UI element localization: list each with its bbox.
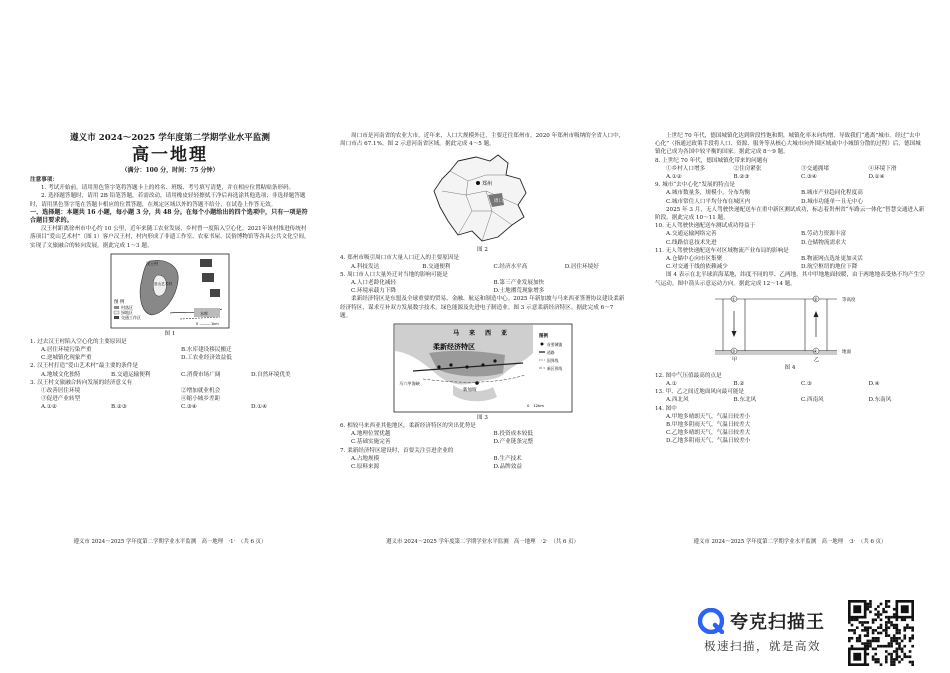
q6-option-a: A.地理位置优越 xyxy=(351,431,391,438)
figure-3-map xyxy=(393,323,573,413)
fig3-legend-4: 新区界线 xyxy=(546,366,562,372)
q3-statement-1: ①改善居住环境 xyxy=(41,388,81,395)
q8-statements xyxy=(655,165,925,181)
passage-4: 上世纪 70 年代，德国城镇化达到阶段性饱和期，城镇化率未向均增，导致我们“逃离”城市。经过“去中心化”（指通过政策手段将人口、资源、服务等从核心大城市向外围区域或中小城镇分散的过程）后，德国城镇化已成为各国中较平衡的国家。据此完成 8～9 题。 xyxy=(655,133,921,156)
q2-option-d: D.自然环境优美 xyxy=(251,371,291,378)
q8-option-d: D.①④ xyxy=(868,174,885,181)
q10-stem: 10. 无人驾驶快递配送车测试成功得益于 xyxy=(655,223,756,230)
q14-option-c: C.乙地多晴朗天气，气温日较差大 xyxy=(666,430,751,437)
figure-1-map xyxy=(110,253,230,329)
fig4-label-jia: 甲 xyxy=(732,356,738,363)
fig3-label-strait: 马六甲海峡 xyxy=(398,381,420,387)
fig4-label-1: ① xyxy=(731,297,736,303)
q11-option-b: B.物流网点选址更加灵活 xyxy=(801,256,863,263)
q8-statement-4: ④环境下滑 xyxy=(868,165,897,172)
fig3-legend-3: 国界线 xyxy=(546,358,558,364)
q14-stem: 14. 图中 xyxy=(655,405,677,412)
score-time: （满分：100 分，时间：75 分钟） xyxy=(121,167,219,174)
q8-option-b: B.②③ xyxy=(733,174,750,181)
q7-option-b: B.生产技术 xyxy=(493,455,522,462)
section-1-title: 一、选择题：本题共 16 小题，每小题 3 分，共 48 分。在每个小题给出的四个选项中，只有一项是符合题目要求的。 xyxy=(30,208,308,225)
q2-option-b: B.交通运输便利 xyxy=(111,371,151,378)
q14-option-b: B.甲地多阴雨天气，气温日较差大 xyxy=(666,422,751,429)
figure-4-diagram xyxy=(705,291,875,363)
q4-option-d: D.居住环境好 xyxy=(564,263,599,270)
fig3-title: 柔新经济特区 xyxy=(432,343,475,352)
q7-options xyxy=(340,455,625,471)
q8-option-a: A.①② xyxy=(666,174,682,181)
q8-stem: 8. 上世纪 70 年代，德国城镇化带来的问题有 xyxy=(655,157,768,164)
q1-stem: 1. 过去汉王村陷入空心化的主要原因是 xyxy=(30,338,127,345)
fig1-label-art-village: 爱山艺术村 xyxy=(154,281,172,286)
passage-2: 周口市是河南省的农业大市，近年来，人口大规模外迁，主要迁往郑州市。2020 年郑州市吸纳的全省人口中，周口市占 67.1%。图 2 示意河南省区域。据此完成 4～5 题。 xyxy=(340,133,625,148)
figure-2-caption: 图 2 xyxy=(477,247,488,254)
q5-option-a: A.人口老龄化减轻 xyxy=(351,280,396,287)
q8-statement-1: ①乡村人口增多 xyxy=(666,165,706,172)
q13-options xyxy=(655,396,925,404)
q11-option-a: A.仓储中心向市区集聚 xyxy=(666,256,723,263)
passage-6: 图 4 表示在北半球滨海某地，纬度不同的甲、乙两地，其中甲地地面较暖，由于两地地表受热不均产生空气运动。图中箭头示意运动方向。据此完成 12～14 题。 xyxy=(655,272,925,287)
fig4-label-ground: 地面 xyxy=(842,349,851,355)
q4-stem: 4. 郑州市吸引周口市大量人口迁入的主要原因是 xyxy=(340,255,459,262)
q2-option-a: A.地域文化独特 xyxy=(41,371,81,378)
figure-1-caption: 图 1 xyxy=(164,330,176,337)
fig4-label-2: ② xyxy=(813,297,818,303)
fig1-legend-title: 图 例 xyxy=(114,299,125,305)
q10-option-d: D.仓储物流需求大 xyxy=(801,239,847,246)
q10-option-b: B.劳动力资源丰富 xyxy=(801,231,847,238)
note-1: 1. 考试开始前，请用黑色签字笔将答题卡上的姓名、班级、考号填写清楚，并在相应位置粘贴条形码。 xyxy=(41,185,295,192)
q12-options xyxy=(655,380,925,388)
q3-statement-4: ④缩小城乡差距 xyxy=(181,396,221,403)
q10-option-a: A.交通运输网络完善 xyxy=(666,231,717,238)
q13-option-b: B.东北风 xyxy=(733,397,757,404)
scanner-logo-icon xyxy=(698,608,724,634)
fig1-legend-1: 村落区 xyxy=(121,304,133,310)
fig3-scale: 0 12km xyxy=(526,403,544,409)
fig1-legend-3: 交通工作区 xyxy=(121,314,141,320)
fig3-legend-1: 首要城镇 xyxy=(546,342,562,348)
q11-option-d: D.航空枢纽的地位下降 xyxy=(801,264,858,271)
q6-option-d: D.产业链条完整 xyxy=(493,439,534,446)
passage-1: 汉王村距离徐州市中心约 10 公里，近年来随工农业发展，乡村曾一度陷入空心化。2021年该村推进传统村落项目“爱山艺术村”（图 1）客户汉王村，村内形成了非遗工作室、农家书屋、民俗博物馆等各具公共文化空间，实现了文旅融合的转向发展。据此完成 1～3 题。 xyxy=(30,226,310,249)
q4-options xyxy=(340,263,625,271)
fig3-legend-title: 图例 xyxy=(538,334,548,340)
q12-option-a: A.① xyxy=(666,381,677,388)
q9-option-d: D.城市功能单一且无中心 xyxy=(801,198,864,205)
page-2 xyxy=(340,128,625,548)
fig1-label-village: 汉王村 xyxy=(146,260,158,266)
q3-statement-2: ②增加就业机会 xyxy=(181,388,221,395)
q3-options xyxy=(30,403,310,411)
fig3-label-xi: 西 xyxy=(484,330,491,338)
fig3-label-lai: 来 xyxy=(468,330,475,338)
q13-option-d: D.东南风 xyxy=(868,397,892,404)
q14-options xyxy=(655,413,925,446)
notes-title: 注意事项： xyxy=(30,177,58,183)
q9-options xyxy=(655,189,925,205)
q7-option-a: A.占地规模 xyxy=(351,455,380,462)
q5-stem: 5. 周口市人口大量外迁对当地的影响可能是 xyxy=(340,271,448,278)
fig4-label-3: ③ xyxy=(731,349,736,355)
fig3-label-ya: 亚 xyxy=(500,330,507,338)
exam-title: 遵义市 2024～2025 学年度第二学期学业水平监测 xyxy=(70,133,270,143)
q9-option-a: A.城市数量多，规模小，分布均衡 xyxy=(666,190,751,197)
q1-options xyxy=(30,346,310,362)
q8-statement-2: ②住房紧张 xyxy=(733,165,762,172)
q4-option-c: C.经济水平高 xyxy=(493,263,528,270)
fig1-scale: 0 ——— 1km xyxy=(196,321,219,326)
fig1-label-reservoir: 水库 xyxy=(200,310,208,316)
page-3-footer: 遵义市 2024～2025 学年度第二学期学业水平监测 高一地理 ·3· （共 6 页） xyxy=(693,538,887,545)
q8-option-c: C.③④ xyxy=(801,174,817,181)
page-1 xyxy=(30,128,310,548)
passage-3: 柔新经济特区是东盟及全球重要的贸易、金融、航运和制造中心。2025 年新加坡与马来西亚签署协议建设柔新经济特区，谋求互补双方发展数字技术，绿色能源及先进电子制造业。图 3 示意柔新经济特区。据此完成 6～7 题。 xyxy=(340,296,625,319)
page-3 xyxy=(655,128,925,548)
q11-option-c: C.对交通干线的依赖减少 xyxy=(666,264,728,271)
fig3-legend-2: 道路 xyxy=(546,350,555,356)
q9-option-c: C.城市常住人口平均分布在城区内 xyxy=(666,198,751,205)
q7-stem: 7. 柔新经济特区建设时，首要关注引进企业的 xyxy=(340,447,454,454)
q3-option-a: A.①② xyxy=(41,404,57,411)
fig4-label-yi: 乙 xyxy=(814,356,820,363)
passage-5: 2025 年 3 月，无人驾驶快递配送车在重中新区测试成功，标志着贵州省“车路云一体化”智慧交通进入新阶段。据此完成 10～11 题。 xyxy=(655,206,925,222)
q12-stem: 12. 图中气压值最高的点是 xyxy=(655,372,722,379)
figure-3-caption: 图 3 xyxy=(477,415,488,422)
q12-option-c: C.③ xyxy=(801,381,812,388)
q13-option-c: C.西南风 xyxy=(801,397,824,404)
q3-option-c: C.③④ xyxy=(181,404,197,411)
fig3-label-singapore: 新加坡 xyxy=(462,388,476,394)
scanner-brand xyxy=(698,604,832,662)
subject-title: 高一地理 xyxy=(132,145,208,165)
page-1-footer: 遵义市 2024～2025 学年度第二学期学业水平监测 高一地理 ·1· （共 6 页） xyxy=(73,538,267,545)
q14-option-a: A.甲地多晴朗天气，气温日较差小 xyxy=(666,413,751,420)
q10-option-c: C.线路信息技术先进 xyxy=(666,239,717,246)
note-2: 2. 选择题答题时，请用 2B 铅笔答题，若需改动，请用橡皮轻轻擦拭干净后再选涂其他选项；非选择题答题时，请用黑色签字笔在答题卡相应的位置答题，在规定区域以外的答题不给分，在试卷上作答无效。 xyxy=(30,193,306,208)
q11-stem: 11. 无人驾驶快递配送车对区域物流产业布局的影响是 xyxy=(655,247,789,254)
q6-options xyxy=(340,430,625,446)
q2-options xyxy=(30,371,310,379)
q5-option-d: D.土地撂荒现象增多 xyxy=(493,288,545,295)
q6-option-b: B.投资成本较低 xyxy=(493,431,533,438)
q5-option-b: B.第三产业发展加快 xyxy=(493,280,545,287)
q13-stem: 13. 甲、乙之间近地面风向最可能是 xyxy=(655,389,744,396)
q13-option-a: A.西北风 xyxy=(666,397,689,404)
q11-options xyxy=(655,255,925,271)
brand-name: 夸克扫描王 xyxy=(730,612,825,633)
q7-option-c: C.原料来源 xyxy=(351,464,380,471)
qr-code-icon xyxy=(848,600,914,666)
figure-2-map xyxy=(428,151,538,245)
q3-statement-3: ③促进产业转型 xyxy=(41,396,81,403)
q3-option-b: B.②③ xyxy=(111,404,127,411)
q2-option-c: C.消费市场广阔 xyxy=(181,371,221,378)
q1-option-a: A.居住环境污染严重 xyxy=(41,347,92,354)
q9-stem: 9. 城市“去中心化”发展的特点是 xyxy=(655,182,735,189)
fig2-label-zhoukou: 周口 xyxy=(493,199,503,205)
q9-option-b: B.城市产业趋同化程度高 xyxy=(801,190,863,197)
q12-option-d: D.④ xyxy=(868,381,880,388)
q3-statements xyxy=(30,387,310,403)
q1-option-c: C.逆城镇化现象严重 xyxy=(41,355,92,362)
fig2-label-zhengzhou: 郑州 xyxy=(481,181,492,188)
q5-option-c: C.环境承载力下降 xyxy=(351,288,397,295)
q7-option-d: D.品牌效益 xyxy=(493,464,522,471)
q2-stem: 2. 汉王村打造“爱山艺术村”最主要的条件是 xyxy=(30,363,138,370)
q3-stem: 3. 汉王村文旅融合转向发展的经济意义有 xyxy=(30,379,133,386)
fig1-legend-2: 绿地区 xyxy=(121,309,133,315)
q12-option-b: B.② xyxy=(733,381,745,388)
q1-option-d: D.工农业经济效益低 xyxy=(181,355,232,362)
exam-sheet xyxy=(0,128,950,548)
brand-slogan: 极速扫描，就是高效 xyxy=(704,639,821,653)
q8-statement-3: ③交通拥堵 xyxy=(801,165,829,172)
q5-options xyxy=(340,279,625,295)
q4-option-b: B.交通便利 xyxy=(422,263,451,270)
q10-options xyxy=(655,230,925,246)
q6-stem: 6. 相较马来西亚其他地区，柔新经济特区的突出优势是 xyxy=(340,423,476,430)
q14-option-d: D.乙地多阴雨天气，气温日较差小 xyxy=(666,438,751,445)
q4-option-a: A.科技发达 xyxy=(351,263,380,270)
fig4-label-4: ④ xyxy=(813,349,818,355)
fig4-label-isobar: 等高度 xyxy=(842,297,856,303)
q6-option-c: C.基础实施完善 xyxy=(351,439,391,446)
page-2-footer: 遵义市 2024～2025 学年度第二学期学业水平监测 高一地理 ·2· （共 6 页） xyxy=(386,538,579,545)
q3-option-d: D.①④ xyxy=(251,404,268,411)
q1-option-b: B.水库建设移民搬迁 xyxy=(181,347,232,354)
figure-4-caption: 图 4 xyxy=(784,364,796,371)
fig3-label-ma: 马 xyxy=(452,330,459,338)
